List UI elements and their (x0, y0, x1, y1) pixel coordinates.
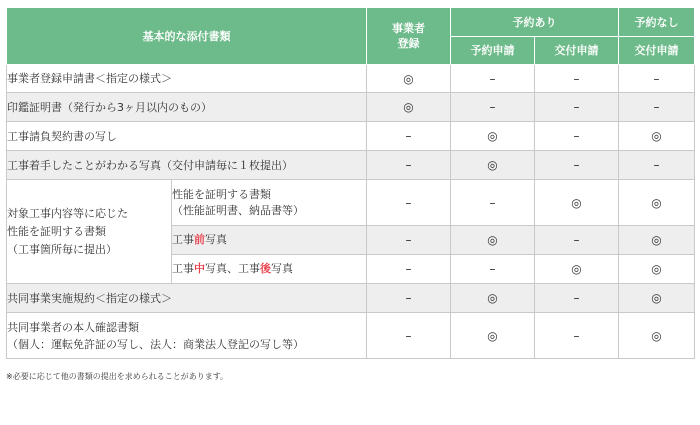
mark-cell: ◎ (535, 180, 619, 226)
table-row (7, 93, 695, 122)
mark-cell: – (451, 65, 535, 93)
mark-cell: – (619, 151, 695, 180)
mark-cell: ◎ (619, 226, 695, 255)
table-row (7, 180, 695, 226)
mark-cell: ◎ (619, 313, 695, 359)
mark-cell: – (367, 226, 451, 255)
label-part: 写真、工事 (205, 262, 260, 275)
mark-cell: – (535, 93, 619, 122)
sub-doc-label (172, 226, 367, 255)
label-part: 工事 (172, 233, 194, 246)
mark-cell: ◎ (451, 151, 535, 180)
table-row (7, 284, 695, 313)
mark-cell: – (367, 255, 451, 284)
header-with-reservation: 予約あり (451, 8, 619, 37)
table-row (7, 313, 695, 359)
mark-cell: – (367, 151, 451, 180)
label-part: 写真 (205, 233, 227, 246)
highlight-after: 後 (260, 262, 271, 275)
mark-cell: – (535, 122, 619, 151)
doc-label: 事業者登録申請書＜指定の様式＞ (7, 65, 367, 93)
table-row (7, 65, 695, 93)
header-documents: 基本的な添付書類 (7, 8, 367, 65)
mark-cell: ◎ (619, 284, 695, 313)
required-documents-table (6, 7, 695, 359)
label-part: 工事 (172, 262, 194, 275)
mark-cell: – (451, 93, 535, 122)
sub-doc-label: 性能を証明する書類 （性能証明書、納品書等） (172, 180, 367, 226)
mark-cell: – (619, 93, 695, 122)
table-row (7, 122, 695, 151)
doc-label: 共同事業実施規約＜指定の様式＞ (7, 284, 367, 313)
mark-cell: ◎ (619, 180, 695, 226)
mark-cell: ◎ (451, 313, 535, 359)
header-reservation-apply: 予約申請 (451, 37, 535, 65)
mark-cell: ◎ (535, 255, 619, 284)
header-grant-apply-noreserve: 交付申請 (619, 37, 695, 65)
mark-cell: – (535, 151, 619, 180)
mark-cell: – (367, 284, 451, 313)
label-part: 写真 (271, 262, 293, 275)
footnote: ※必要に応じて他の書類の提出を求められることがあります。 (6, 372, 229, 381)
mark-cell: ◎ (619, 122, 695, 151)
table-row (7, 151, 695, 180)
mark-cell: – (535, 65, 619, 93)
mark-cell: – (367, 122, 451, 151)
doc-label: 工事着手したことがわかる写真（交付申請毎に１枚提出） (7, 151, 367, 180)
mark-cell: – (619, 65, 695, 93)
mark-cell: ◎ (619, 255, 695, 284)
sub-doc-label (172, 255, 367, 284)
mark-cell: ◎ (451, 122, 535, 151)
doc-label: 共同事業者の本人確認書類 （個人：運転免許証の写し、法人：商業法人登記の写し等） (7, 313, 367, 359)
mark-cell: – (367, 180, 451, 226)
mark-cell: – (535, 284, 619, 313)
mark-cell: ◎ (451, 284, 535, 313)
highlight-during: 中 (194, 262, 205, 275)
mark-cell: – (535, 313, 619, 359)
mark-cell: – (367, 313, 451, 359)
header-operator-registration: 事業者 登録 (367, 8, 451, 65)
mark-cell: – (535, 226, 619, 255)
header-grant-apply: 交付申請 (535, 37, 619, 65)
mark-cell: ◎ (367, 93, 451, 122)
mark-cell: ◎ (367, 65, 451, 93)
group-label: 対象工事内容等に応じた 性能を証明する書類 （工事箇所毎に提出） (7, 180, 172, 284)
doc-label: 工事請負契約書の写し (7, 122, 367, 151)
header-without-reservation: 予約なし (619, 8, 695, 37)
mark-cell: – (451, 255, 535, 284)
mark-cell: – (451, 180, 535, 226)
highlight-before: 前 (194, 233, 205, 246)
doc-label: 印鑑証明書（発行から3ヶ月以内のもの） (7, 93, 367, 122)
mark-cell: ◎ (451, 226, 535, 255)
